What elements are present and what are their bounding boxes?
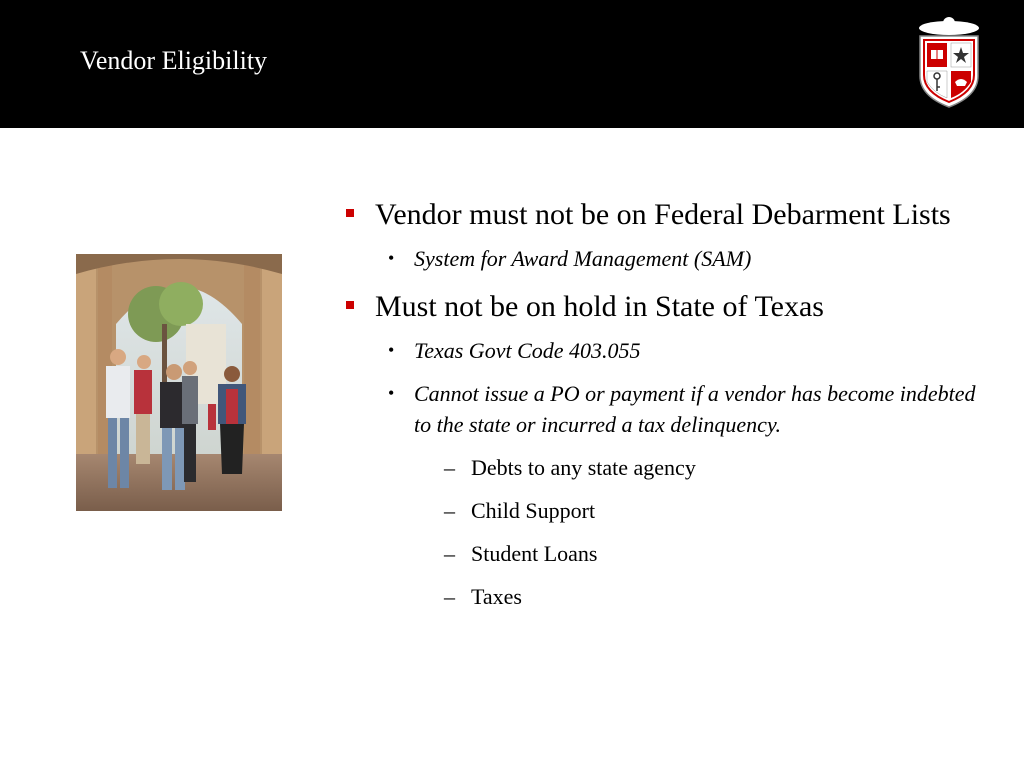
dot-bullet-icon: • — [388, 248, 395, 268]
sub-sub-bullet-item — [340, 452, 980, 483]
slide-header — [0, 0, 1024, 128]
dash-bullet-icon: – — [444, 541, 455, 566]
dash-bullet-icon: – — [444, 455, 455, 480]
dot-bullet-icon: • — [388, 383, 395, 403]
sub-sub-bullet-text: Child Support — [471, 498, 596, 523]
sub-bullet-text: Cannot issue a PO or payment if a vendor has become indebted to the state or incurred a tax delinquency. — [414, 381, 976, 437]
sub-sub-bullet-item — [340, 581, 980, 612]
bullet-text: Vendor must not be on Federal Debarment Lists — [375, 198, 951, 231]
dash-bullet-icon: – — [444, 584, 455, 609]
sub-bullet-item — [340, 335, 980, 366]
sub-bullet-item — [340, 378, 980, 440]
dot-bullet-icon: • — [388, 340, 395, 360]
university-shield-logo — [914, 14, 984, 110]
bullet-text: Must not be on hold in State of Texas — [375, 290, 824, 323]
square-bullet-icon — [346, 209, 354, 217]
sub-sub-bullet-text: Student Loans — [471, 541, 598, 566]
sub-sub-bullet-text: Debts to any state agency — [471, 455, 696, 480]
square-bullet-icon — [346, 301, 354, 309]
sub-bullet-item — [340, 243, 980, 274]
dash-bullet-icon: – — [444, 498, 455, 523]
bullet-item — [340, 194, 980, 235]
slide-title: Vendor Eligibility — [80, 46, 268, 75]
sub-bullet-text: System for Award Management (SAM) — [414, 246, 752, 271]
slide-body — [340, 194, 980, 624]
sub-sub-bullet-item — [340, 538, 980, 569]
sub-sub-bullet-item — [340, 495, 980, 526]
bullet-item — [340, 286, 980, 327]
students-walking-photo — [76, 254, 282, 511]
sub-bullet-text: Texas Govt Code 403.055 — [414, 338, 641, 363]
sub-sub-bullet-text: Taxes — [471, 584, 522, 609]
